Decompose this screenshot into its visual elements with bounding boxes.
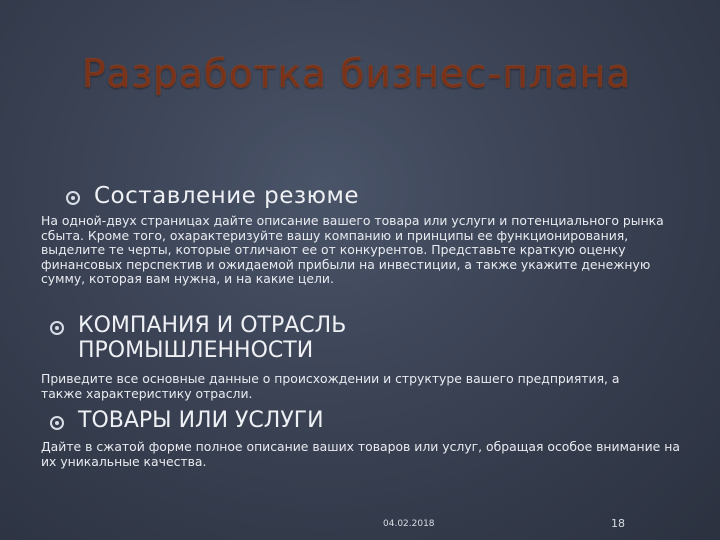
page-number: 18: [611, 517, 625, 530]
section-body: Приведите все основные данные о происхождении и структуре вашего предприятия, а также характеристику отрасли.: [41, 371, 620, 401]
section-heading-row: [66, 184, 359, 210]
bullet-icon: [66, 191, 80, 205]
section-heading: Составление резюме: [94, 183, 359, 209]
section-body: Дайте в сжатой форме полное описание ваших товаров или услуг, обращая особое внимание на их уникальные качества.: [41, 439, 680, 469]
section-heading: ТОВАРЫ ИЛИ УСЛУГИ: [78, 408, 324, 433]
bullet-icon: [50, 416, 64, 430]
bullet-icon: [50, 321, 64, 335]
slide-title: Разработка бизнес-плана: [82, 52, 632, 97]
footer-date: 04.02.2018: [383, 519, 435, 529]
section-heading-row: [50, 314, 470, 363]
section-heading: КОМПАНИЯ И ОТРАСЛЬ ПРОМЫШЛЕННОСТИ: [78, 313, 347, 363]
section-heading-row: [50, 409, 324, 434]
section-body: На одной-двух страницах дайте описание вашего товара или услуги и потенциального рынка сбыта. Кроме того, охарактеризуйте вашу компанию и принципы ее функционирования, выделите те черты, которые отличают ее от конкурентов. Представьте краткую оценку финансовых перспектив и ожидаемой прибыли на инвестиции, а также укажите денежную сумму, которая вам нужна, и на какие цели.: [41, 213, 664, 286]
